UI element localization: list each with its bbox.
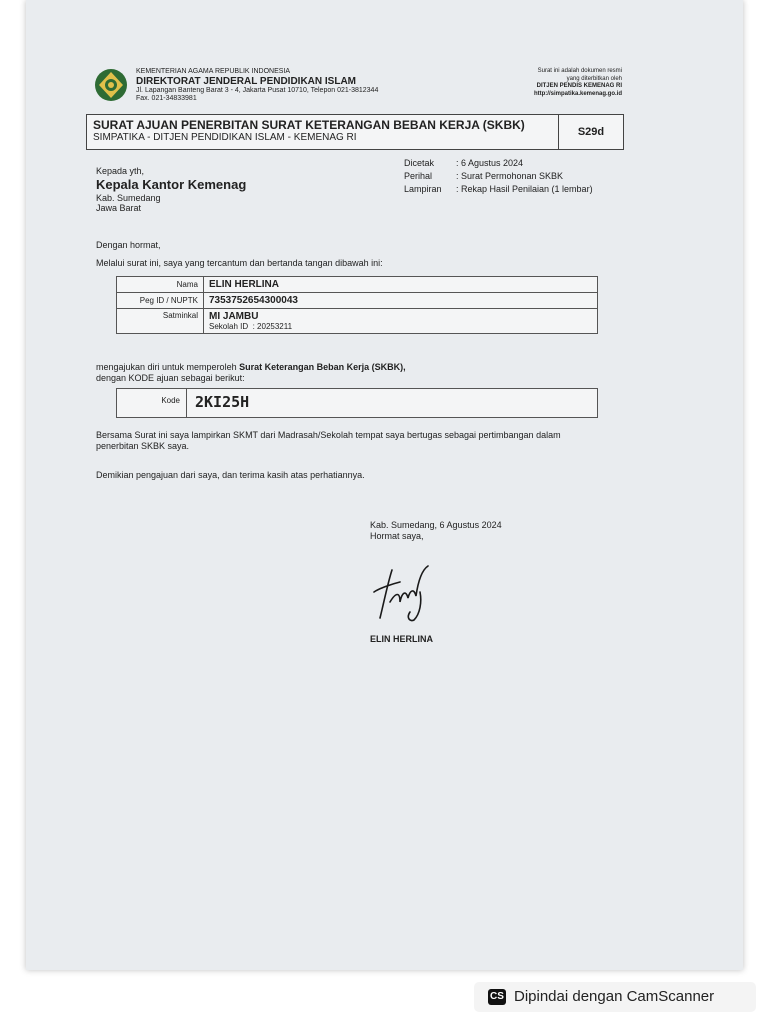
directorate-name: DIREKTORAT JENDERAL PENDIDIKAN ISLAM — [136, 76, 357, 87]
regards: Hormat saya, — [370, 531, 424, 541]
request-text — [96, 362, 406, 384]
attachment-text — [96, 430, 616, 452]
request-bold: Surat Keterangan Beban Kerja (SKBK), — [239, 362, 406, 372]
document-title-box — [86, 114, 624, 150]
attachment-line-2: penerbitan SKBK saya. — [96, 441, 190, 451]
sekolah-id — [209, 322, 592, 331]
camscanner-icon: CS — [488, 989, 506, 1005]
sekolah-id-label: Sekolah ID — [209, 322, 249, 331]
note-line-2: yang diterbitkan oleh — [566, 75, 622, 82]
nama-label: Nama — [117, 277, 204, 293]
satminkal-label: Satminkal — [117, 309, 204, 334]
lampiran-label: Lampiran — [404, 184, 442, 194]
note-line-1: Surat ini adalah dokumen resmi — [537, 68, 622, 74]
perihal-value: : Surat Permohonan SKBK — [456, 171, 564, 181]
watermark-text: Dipindai dengan CamScanner — [514, 988, 715, 1005]
kode-value: 2KI25H — [195, 393, 250, 411]
official-document-note — [480, 68, 622, 98]
greeting: Dengan hormat, — [96, 240, 161, 250]
recipient-province: Jawa Barat — [96, 203, 142, 213]
table-row — [117, 277, 598, 293]
recipient-name: Kepala Kantor Kemenag — [96, 176, 247, 192]
perihal-label: Perihal — [404, 171, 433, 181]
pegid-label: Peg ID / NUPTK — [117, 293, 204, 309]
signature-block — [370, 520, 502, 542]
camscanner-watermark — [474, 982, 756, 1012]
intro-text: Melalui surat ini, saya yang tercantum dan bertanda tangan dibawah ini: — [96, 258, 383, 268]
signer-name: ELIN HERLINA — [370, 634, 433, 644]
dicetak-label: Dicetak — [404, 158, 435, 168]
note-url: http://simpatika.kemenag.go.id — [533, 90, 622, 97]
place-date: Kab. Sumedang, 6 Agustus 2024 — [370, 520, 502, 530]
document-subtitle: SIMPATIKA - DITJEN PENDIDIKAN ISLAM - KEMENAG RI — [93, 132, 357, 143]
note-issuer: DITJEN PENDIS KEMENAG RI — [536, 83, 622, 89]
nama-value: ELIN HERLINA — [204, 277, 598, 293]
attachment-line-1: Bersama Surat ini saya lampirkan SKMT dari Madrasah/Sekolah tempat saya bertugas sebagai pertimbangan dalam — [96, 430, 561, 440]
closing-text: Demikian pengajuan dari saya, dan terima kasih atas perhatiannya. — [96, 470, 365, 480]
table-row — [117, 309, 598, 334]
satminkal-value: MI JAMBU — [209, 311, 259, 322]
document-title: SURAT AJUAN PENERBITAN SURAT KETERANGAN BEBAN KERJA (SKBK) — [93, 118, 525, 132]
sekolah-id-value: : 20253211 — [252, 322, 293, 331]
handwritten-signature — [370, 562, 440, 624]
recipient-city: Kab. Sumedang — [96, 192, 161, 203]
letter-meta — [402, 156, 595, 197]
letterhead — [136, 68, 378, 103]
dicetak-value: : 6 Agustus 2024 — [456, 158, 524, 168]
office-address: Jl. Lapangan Banteng Barat 3 - 4, Jakarta Pusat 10710, Telepon 021-3812344 — [136, 87, 379, 94]
ministry-name: KEMENTERIAN AGAMA REPUBLIK INDONESIA — [136, 68, 291, 75]
ministry-emblem-icon — [94, 68, 128, 102]
table-row — [117, 293, 598, 309]
satminkal-cell — [204, 309, 598, 334]
office-fax: Fax. 021-34833981 — [136, 95, 197, 102]
request-line-2: dengan KODE ajuan sebagai berikut: — [96, 373, 245, 383]
lampiran-value: : Rekap Hasil Penilaian (1 lembar) — [456, 184, 593, 194]
kode-box — [116, 388, 598, 418]
recipient-salutation: Kepada yth, — [96, 166, 145, 176]
form-code: S29d — [558, 115, 623, 149]
pegid-value: 7353752654300043 — [204, 293, 598, 309]
recipient-block — [96, 166, 246, 214]
applicant-info-table — [116, 276, 598, 334]
request-pre: mengajukan diri untuk memperoleh — [96, 362, 240, 372]
kode-label: Kode — [117, 389, 187, 417]
